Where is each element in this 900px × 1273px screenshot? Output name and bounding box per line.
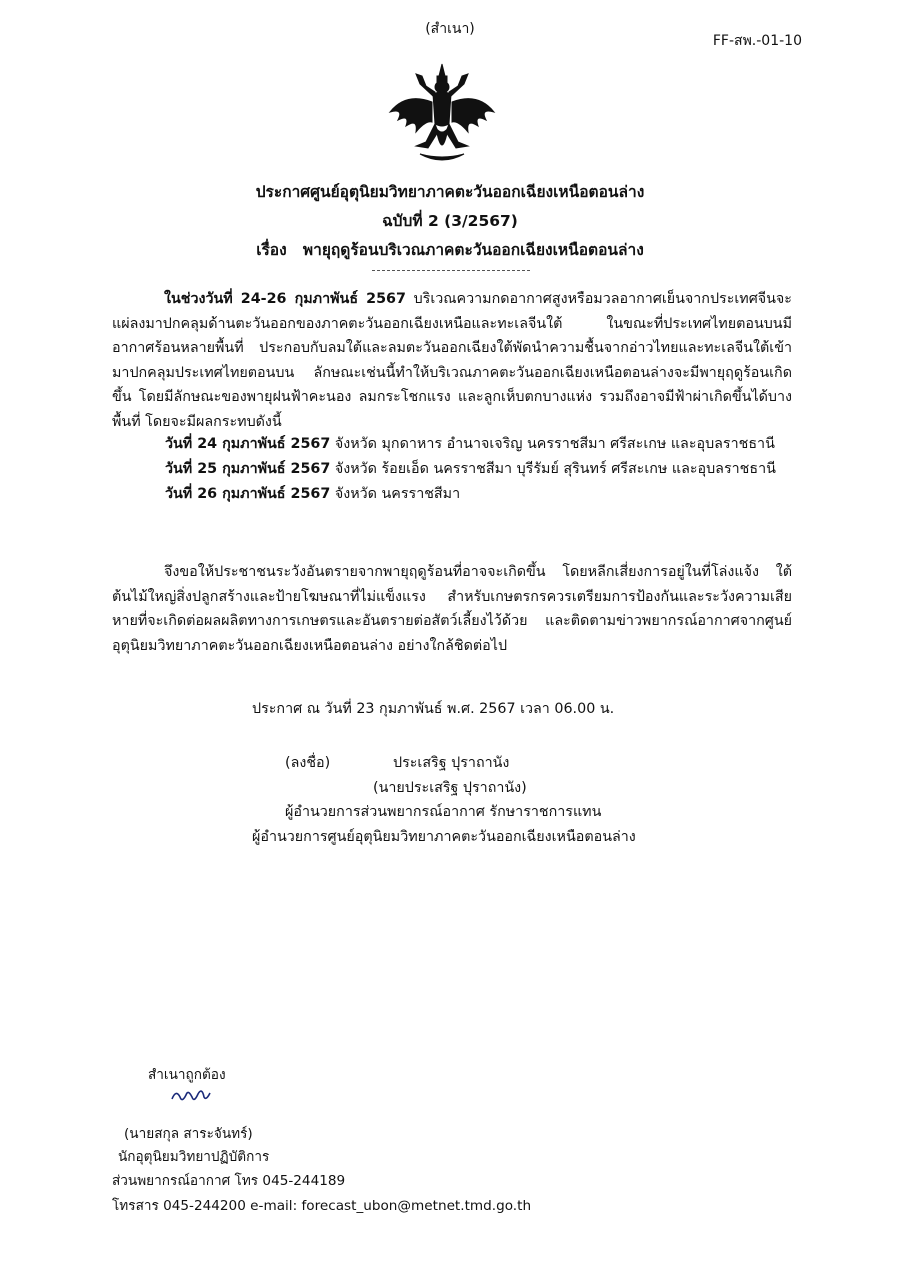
announcement-date: ประกาศ ณ วันที่ 23 กุมภาพันธ์ พ.ศ. 2567 เวลา 06.00 น.: [252, 701, 615, 717]
signer-full-name: (นายประเสริฐ ปุราถานัง): [373, 780, 527, 796]
certifier-division: ส่วนพยากรณ์อากาศ โทร 045-244189: [112, 1173, 346, 1189]
garuda-emblem-icon: [386, 62, 498, 166]
copy-mark: (สำเนา): [425, 21, 475, 37]
impact-day-3: วันที่ 26 กุมภาพันธ์ 2567 จังหวัด นครราชสีมา: [165, 486, 461, 502]
certifier-position: นักอุตุนิยมวิทยาปฏิบัติการ: [118, 1149, 270, 1165]
subject-label: เรื่อง: [256, 241, 287, 259]
signed-label: (ลงชื่อ): [285, 755, 331, 771]
signer-position-1: ผู้อำนวยการส่วนพยากรณ์อากาศ รักษาราชการแทน: [285, 804, 602, 820]
certified-copy-label: สำเนาถูกต้อง: [148, 1067, 226, 1083]
handwritten-signature-icon: [170, 1085, 216, 1107]
signer-position-2: ผู้อำนวยการศูนย์อุตุนิยมวิทยาภาคตะวันออกเฉียงเหนือตอนล่าง: [252, 829, 636, 845]
impact-day-2: วันที่ 25 กุมภาพันธ์ 2567 จังหวัด ร้อยเอ็ด นครราชสีมา บุรีรัมย์ สุรินทร์ ศรีสะเกษ และอุบลราชธานี: [165, 461, 776, 477]
announcement-issue: ฉบับที่ 2 (3/2567): [382, 212, 518, 230]
intro-paragraph: [112, 287, 792, 434]
signer-name: ประเสริฐ ปุราถานัง: [393, 755, 510, 771]
title-divider: [372, 270, 530, 271]
announcement-title: ประกาศศูนย์อุตุนิยมวิทยาภาคตะวันออกเฉียงเหนือตอนล่าง: [255, 183, 645, 201]
announcement-subject: [0, 237, 900, 262]
intro-date-range: ในช่วงวันที่ 24-26 กุมภาพันธ์ 2567: [164, 291, 406, 307]
subject-text: พายุฤดูร้อนบริเวณภาคตะวันออกเฉียงเหนือตอนล่าง: [302, 241, 644, 259]
certifier-name: (นายสกุล สาระจันทร์): [124, 1126, 253, 1142]
contact-info: โทรสาร 045-244200 e-mail: forecast_ubon@metnet.tmd.go.th: [112, 1198, 532, 1214]
form-code: FF-สพ.-01-10: [712, 33, 802, 49]
impact-day-1: วันที่ 24 กุมภาพันธ์ 2567 จังหวัด มุกดาหาร อำนาจเจริญ นครราชสีมา ศรีสะเกษ และอุบลราชธานี: [165, 436, 775, 452]
intro-text: บริเวณความกดอากาศสูงหรือมวลอากาศเย็นจากประเทศจีนจะแผ่ลงมาปกคลุมด้านตะวันออกของภาคตะวันออกเฉียงเหนือและทะเลจีนใต้ ในขณะที่ประเทศไทยตอนบนมีอากาศร้อนหลายพื้นที่ ประกอบกับลมใต้และลมตะวันออกเฉียงใต้พัดนำความชื้นจากอ่าวไทยและทะเลจีนใต้เข้ามาปกคลุมประเทศไทยตอนบน ลักษณะเช่นนี้ทำให้บริเวณภาคตะวันออกเฉียงเหนือตอนล่างจะมีพายุฤดูร้อนเกิดขึ้น โดยมีลักษณะของพายุฝนฟ้าคะนอง ลมกระโชกแรง และลูกเห็บตกบางแห่ง รวมถึงอาจมีฟ้าผ่าเกิดขึ้นได้บางพื้นที่ โดยจะมีผลกระทบดังนี้: [112, 291, 792, 430]
advisory-paragraph: จึงขอให้ประชาชนระวังอันตรายจากพายุฤดูร้อนที่อาจจะเกิดขึ้น โดยหลีกเสี่ยงการอยู่ในที่โล่งแจ้ง ใต้ต้นไม้ใหญ่สิ่งปลูกสร้างและป้ายโฆษณาที่ไม่แข็งแรง สำหรับเกษตรกรควรเตรียมการป้องกันและระวังความเสียหายที่จะเกิดต่อผลผลิตทางการเกษตรและอันตรายต่อสัตว์เลี้ยงไว้ด้วย และติดตามข่าวพยากรณ์อากาศจากศูนย์อุตุนิยมวิทยาภาคตะวันออกเฉียงเหนือตอนล่าง อย่างใกล้ชิดต่อไป: [112, 564, 792, 654]
